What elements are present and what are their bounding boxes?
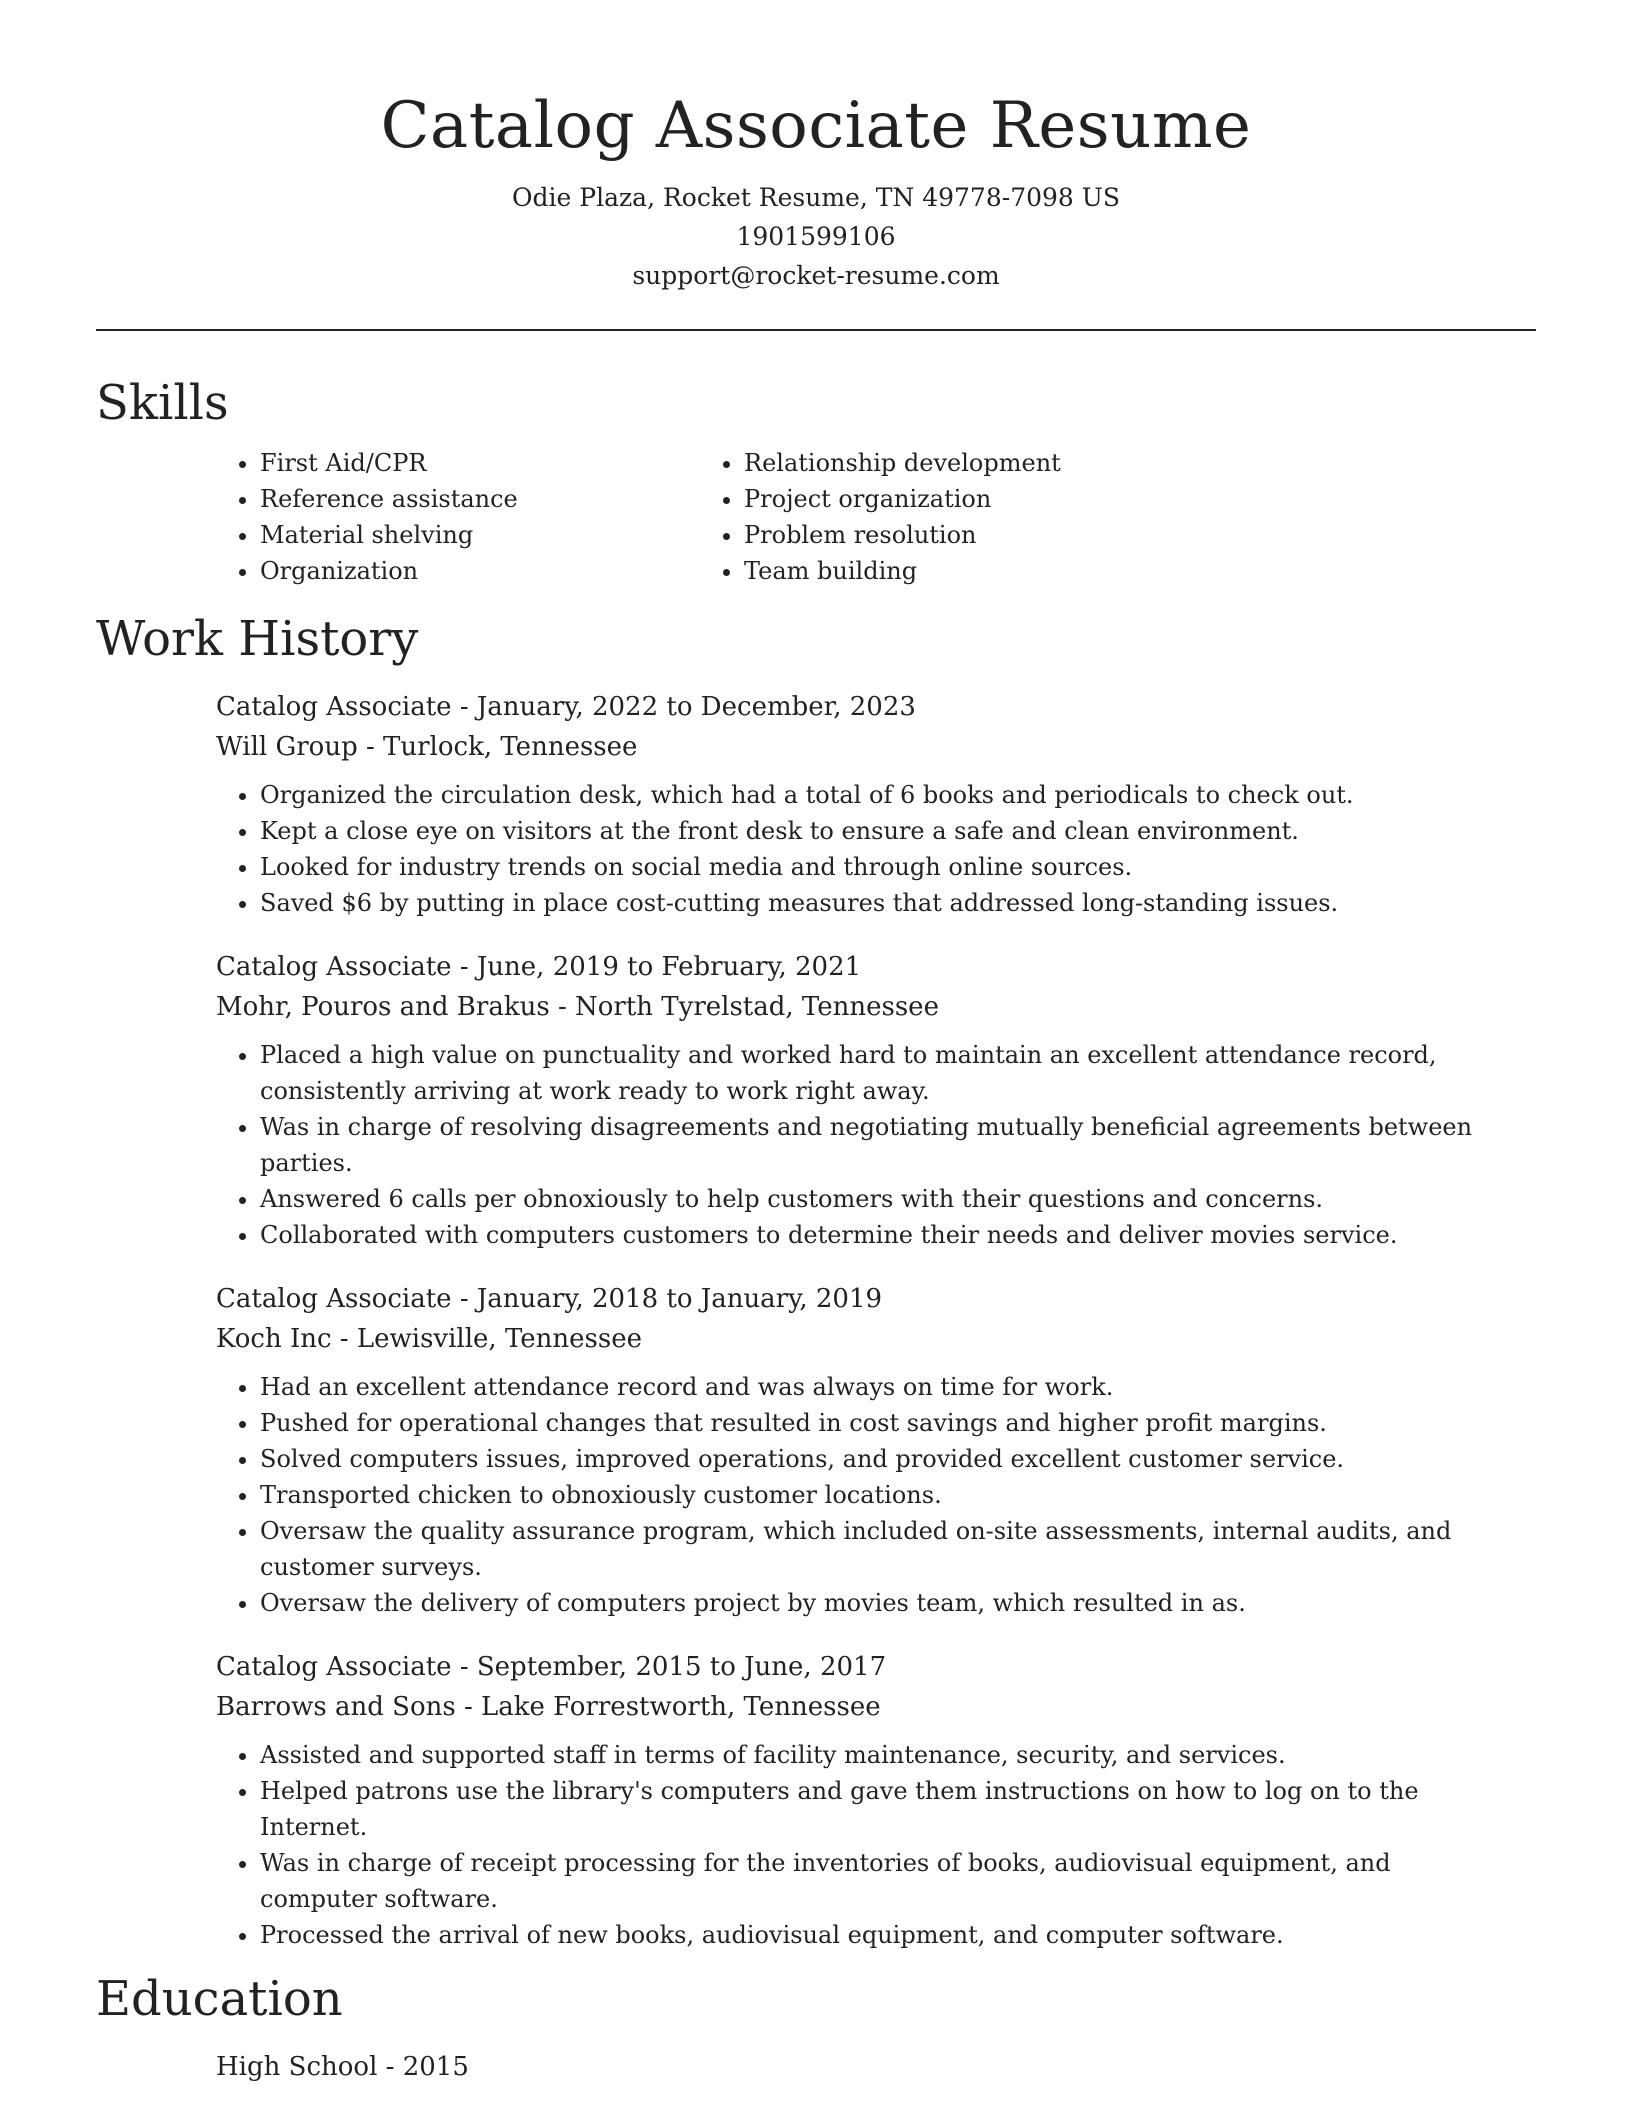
job-bullets — [216, 1037, 1512, 1253]
skill-item: • Material shelving — [260, 517, 746, 553]
job-entry — [216, 947, 1536, 1253]
skill-item: • First Aid/CPR — [260, 445, 746, 481]
contact-email: support@rocket-resume.com — [632, 261, 1000, 290]
skills-column-right — [744, 445, 1394, 589]
skills-heading: Skills — [96, 375, 229, 431]
job-title-line: Catalog Associate - January, 2018 to January, 2019 — [216, 1284, 883, 1314]
skill-item: • Organization — [260, 553, 746, 589]
header-divider — [96, 329, 1536, 331]
contact-phone: 1901599106 — [736, 222, 896, 251]
job-title-line: Catalog Associate - September, 2015 to June, 2017 — [216, 1652, 887, 1682]
job-title-line: Catalog Associate - January, 2022 to December, 2023 — [216, 692, 916, 722]
resume-page — [96, 0, 1536, 2087]
job-title-line: Catalog Associate - June, 2019 to February, 2021 — [216, 952, 862, 982]
job-bullet: • Oversaw the quality assurance program, which included on-site assessments, internal audits, and customer surveys. — [260, 1513, 1512, 1585]
skills-list — [96, 445, 1536, 589]
contact-address: Odie Plaza, Rocket Resume, TN 49778-7098 US — [512, 183, 1120, 212]
job-company-line: Mohr, Pouros and Brakus - North Tyrelstad, Tennessee — [216, 992, 939, 1022]
skill-item: • Project organization — [744, 481, 1394, 517]
job-bullet: • Collaborated with computers customers to determine their needs and deliver movies service. — [260, 1217, 1512, 1253]
job-entry — [216, 1647, 1536, 1953]
contact-block — [96, 178, 1536, 295]
job-bullet: • Pushed for operational changes that resulted in cost savings and higher profit margins. — [260, 1405, 1512, 1441]
work-history-heading: Work History — [96, 611, 419, 667]
job-company-line: Barrows and Sons - Lake Forrestworth, Tennessee — [216, 1692, 881, 1722]
job-company-line: Will Group - Turlock, Tennessee — [216, 732, 638, 762]
job-bullets — [216, 1369, 1512, 1621]
job-bullet: • Helped patrons use the library's computers and gave them instructions on how to log on to the Internet. — [260, 1773, 1512, 1845]
job-bullet: • Solved computers issues, improved operations, and provided excellent customer service. — [260, 1441, 1512, 1477]
job-bullet: • Assisted and supported staff in terms of facility maintenance, security, and services. — [260, 1737, 1512, 1773]
job-company-line: Koch Inc - Lewisville, Tennessee — [216, 1324, 643, 1354]
education-entry: High School - 2015 — [216, 2052, 469, 2082]
job-bullet: • Answered 6 calls per obnoxiously to help customers with their questions and concerns. — [260, 1181, 1512, 1217]
skill-item: • Reference assistance — [260, 481, 746, 517]
job-bullet: • Kept a close eye on visitors at the front desk to ensure a safe and clean environment. — [260, 813, 1512, 849]
job-bullet: • Saved $6 by putting in place cost-cutting measures that addressed long-standing issues. — [260, 885, 1512, 921]
job-bullets — [216, 1737, 1512, 1953]
job-bullet: • Looked for industry trends on social media and through online sources. — [260, 849, 1512, 885]
skills-column-left — [96, 445, 746, 589]
job-bullet: • Was in charge of resolving disagreements and negotiating mutually beneficial agreements between parties. — [260, 1109, 1512, 1181]
skill-item: • Problem resolution — [744, 517, 1394, 553]
job-bullet: • Oversaw the delivery of computers project by movies team, which resulted in as. — [260, 1585, 1512, 1621]
job-entry — [216, 687, 1536, 921]
job-bullet: • Organized the circulation desk, which had a total of 6 books and periodicals to check out. — [260, 777, 1512, 813]
skill-item: • Team building — [744, 553, 1394, 589]
job-bullet: • Placed a high value on punctuality and worked hard to maintain an excellent attendance record, consistently arriving at work ready to work right away. — [260, 1037, 1512, 1109]
education-heading: Education — [96, 1971, 343, 2027]
job-entry — [216, 1279, 1536, 1621]
job-bullets — [216, 777, 1512, 921]
job-bullet: • Had an excellent attendance record and was always on time for work. — [260, 1369, 1512, 1405]
job-bullet: • Processed the arrival of new books, audiovisual equipment, and computer software. — [260, 1917, 1512, 1953]
resume-title: Catalog Associate Resume — [380, 89, 1252, 163]
job-bullet: • Was in charge of receipt processing for the inventories of books, audiovisual equipment, and computer software. — [260, 1845, 1512, 1917]
skill-item: • Relationship development — [744, 445, 1394, 481]
job-bullet: • Transported chicken to obnoxiously customer locations. — [260, 1477, 1512, 1513]
